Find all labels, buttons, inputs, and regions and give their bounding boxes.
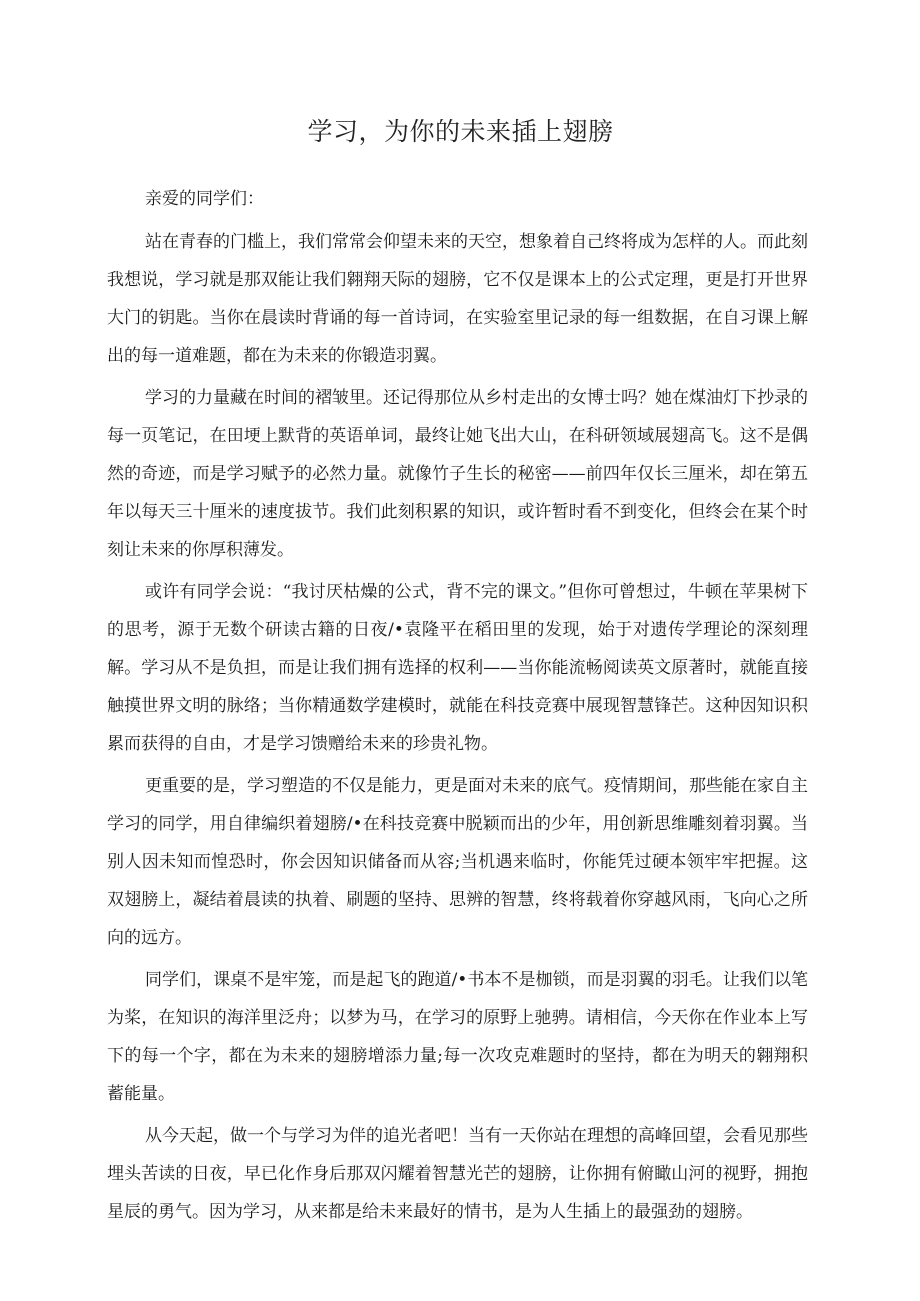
paragraph: 或许有同学会说：“我讨厌枯燥的公式，背不完的课文。”但你可曾想过，牛顿在苹果树下的思考，源于无数个研读古籍的日夜/•袁隆平在稻田里的发现，始于对遗传学理论的深刻理解。学习从不是负担，而是让我们拥有选择的权利——当你能流畅阅读英文原著时，就能直接触摸世界文明的脉络；当你精通数学建模时，就能在科技竞赛中展现智慧锋芒。这种因知识积累而获得的自由，才是学习馈赠给未来的珍贵礼物。	[107, 582, 808, 754]
paragraph: 更重要的是，学习塑造的不仅是能力，更是面对未来的底气。疫情期间，那些能在家自主学习的同学，用自律编织着翅膀/•在科技竞赛中脱颖而出的少年，用创新思维雕刻着羽翼。当别人因未知而惶恐时，你会因知识储备而从容;当机遇来临时，你能凭过硬本领牢牢把握。这双翅膀上，凝结着晨读的执着、刷题的坚持、思辨的智慧，终将载着你穿越风雨，飞向心之所向的远方。	[107, 776, 808, 948]
paragraph: 从今天起，做一个与学习为伴的追光者吧！当有一天你站在理想的高峰回望，会看见那些埋头苦读的日夜，早已化作身后那双闪耀着智慧光芒的翅膀，让你拥有俯瞰山河的视野，拥抱星辰的勇气。因为学习，从来都是给未来最好的情书，是为人生插上的最强劲的翅膀。	[107, 1126, 808, 1222]
page-title: 学习，为你的未来插上翅膀	[307, 117, 614, 146]
greeting: 亲爱的同学们：	[145, 189, 264, 209]
paragraph: 学习的力量藏在时间的褶皱里。还记得那位从乡村走出的女博士吗？她在煤油灯下抄录的每一页笔记，在田埂上默背的英语单词，最终让她飞出大山，在科研领域展翅高飞。这不是偶然的奇迹，而是学习赋予的必然力量。就像竹子生长的秘密——前四年仅长三厘米，却在第五年以每天三十厘米的速度拔节。我们此刻积累的知识，或许暂时看不到变化，但终会在某个时刻让未来的你厚积薄发。	[107, 388, 808, 560]
paragraph: 站在青春的门槛上，我们常常会仰望未来的天空，想象着自己终将成为怎样的人。而此刻我想说，学习就是那双能让我们翱翔天际的翅膀，它不仅是课本上的公式定理，更是打开世界大门的钥匙。当你在晨读时背诵的每一首诗词，在实验室里记录的每一组数据，在自习课上解出的每一道难题，都在为未来的你锻造羽翼。	[107, 232, 808, 366]
paragraph: 同学们，课桌不是牢笼，而是起飞的跑道/•书本不是枷锁，而是羽翼的羽毛。让我们以笔为桨，在知识的海洋里泛舟；以梦为马，在学习的原野上驰骋。请相信，今天你在作业本上写下的每一个字，都在为未来的翅膀增添力量;每一次攻克难题时的坚持，都在为明天的翱翔积蓄能量。	[107, 970, 808, 1104]
